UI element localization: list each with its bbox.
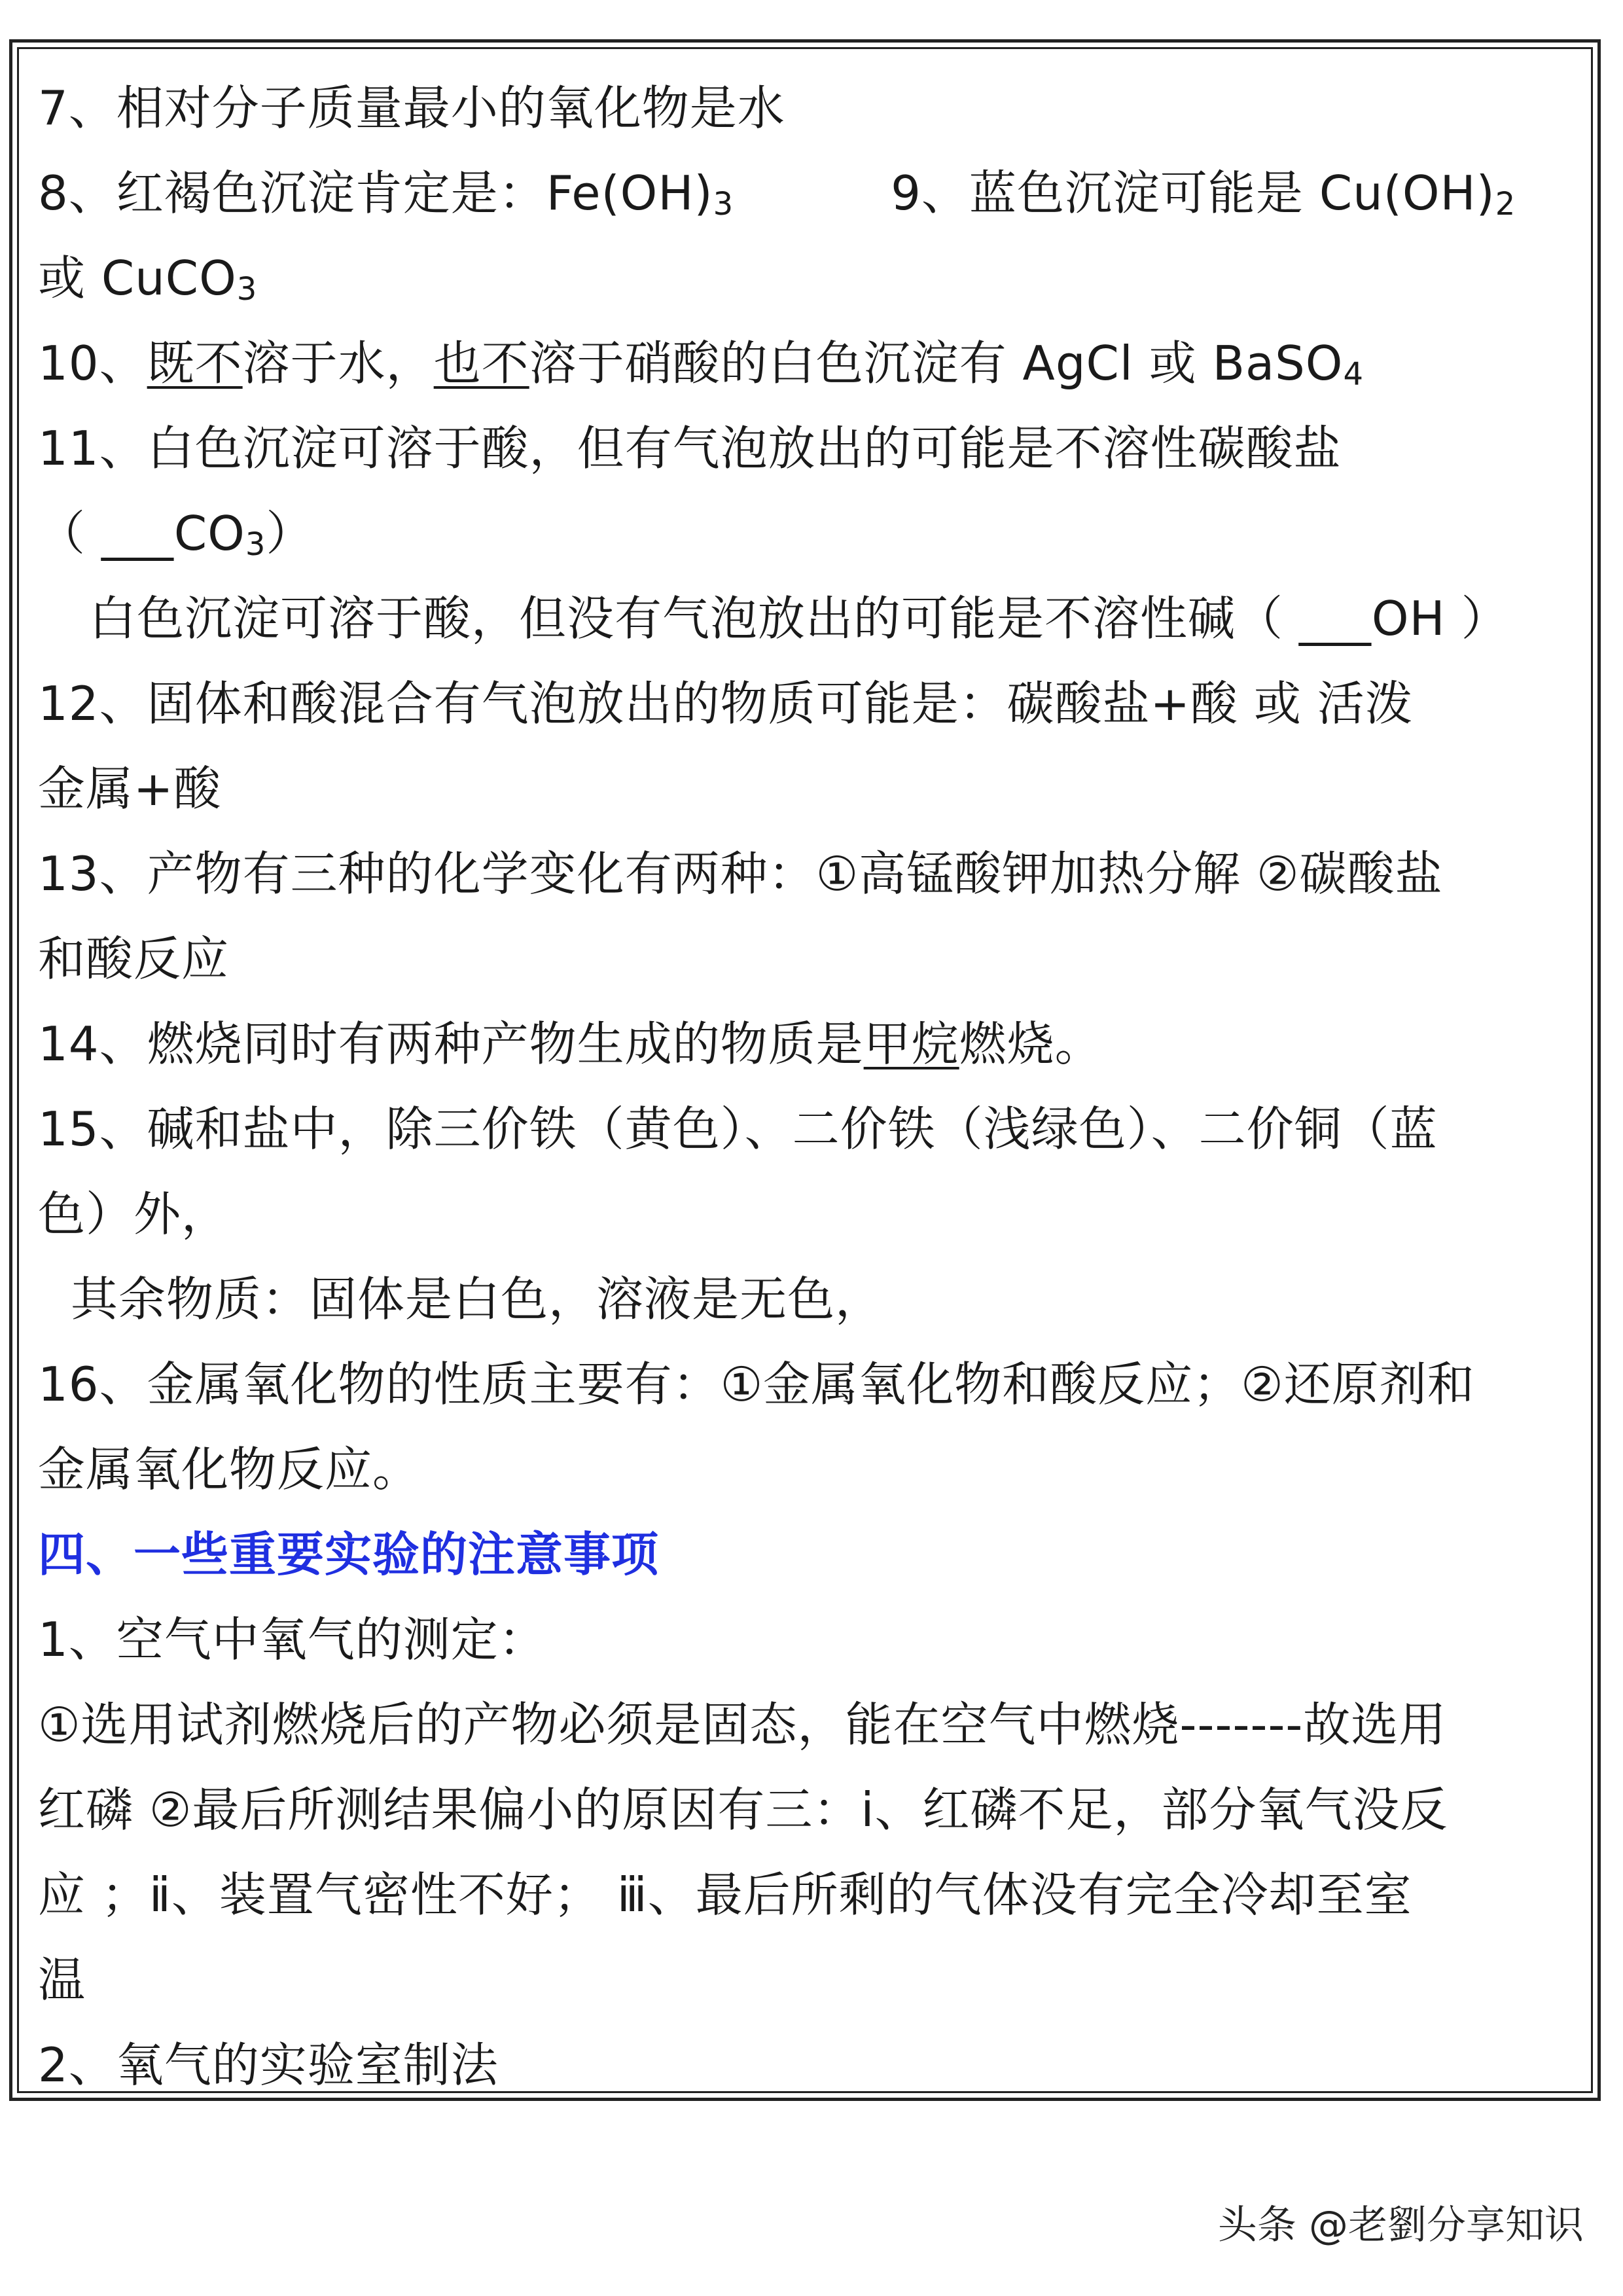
item-15-cont: 色）外， <box>38 1187 230 1242</box>
underline-neither: 既不 <box>147 336 243 391</box>
item-11-cont: （ $\_\_\_CO_3$） <box>38 506 314 563</box>
experiment-2: 2、氧气的实验室制法 <box>38 2037 499 2092</box>
section-heading: 四、一些重要实验的注意事项 <box>38 1527 660 1582</box>
item-8: 8、红褐色沉淀肯定是：$Fe(OH)_3$ <box>38 166 734 223</box>
item-16: 16、金属氧化物的性质主要有：①金属氧化物和酸反应；②还原剂和 <box>38 1357 1475 1412</box>
item-15: 15、碱和盐中，除三价铁（黄色）、二价铁（浅绿色）、二价铜（蓝 <box>38 1102 1438 1157</box>
experiment-1-point-c: 应 ；ⅱ、装置气密性不好； ⅲ、最后所剩的气体没有完全冷却至室 <box>38 1867 1412 1922</box>
experiment-1-point-b: 红磷 ②最后所测结果偏小的原因有三：ⅰ、红磷不足，部分氧气没反 <box>38 1782 1448 1837</box>
underline-methane: 甲烷 <box>863 1016 959 1071</box>
underline-nor: 也不 <box>433 336 529 391</box>
watermark: 头条 @老劉分享知识 <box>1217 2202 1584 2248</box>
item-14: 14、燃烧同时有两种产物生成的物质是甲烷燃烧。 <box>38 1016 1103 1071</box>
item-7: 7、相对分子质量最小的氧化物是水 <box>38 81 785 135</box>
item-12: 12、固体和酸混合有气泡放出的物质可能是：碳酸盐+酸 或 活泼 <box>38 676 1413 731</box>
item-13-cont: 和酸反应 <box>38 931 230 986</box>
item-12-cont: 金属+酸 <box>38 761 222 816</box>
item-9-cont: 或 CuCO$_3$ <box>38 251 258 308</box>
experiment-1-point-a: ①选用试剂燃烧后的产物必须是固态，能在空气中燃烧-------故选用 <box>38 1697 1447 1752</box>
item-16-cont: 金属氧化物反应。 <box>38 1442 421 1497</box>
item-11-note: 白色沉淀可溶于酸，但没有气泡放出的可能是不溶性碱（ ___OH ） <box>89 591 1509 646</box>
item-8-9 <box>38 151 1584 236</box>
item-11: 11、白色沉淀可溶于酸，但有气泡放出的可能是不溶性碳酸盐 <box>38 421 1342 476</box>
item-10: 10、既不溶于水，也不溶于硝酸的白色沉淀有 AgCl 或 BaSO$_4$ <box>38 336 1364 393</box>
experiment-1: 1、空气中氧气的测定： <box>38 1612 546 1667</box>
document-body <box>38 65 1584 2108</box>
item-13: 13、产物有三种的化学变化有两种：①高锰酸钾加热分解 ②碳酸盐 <box>38 846 1443 901</box>
item-15-note: 其余物质：固体是白色，溶液是无色， <box>71 1272 883 1327</box>
experiment-1-point-d: 温 <box>38 1952 86 2007</box>
item-9: 9、蓝色沉淀可能是 $Cu(OH)_2$ <box>891 166 1516 223</box>
